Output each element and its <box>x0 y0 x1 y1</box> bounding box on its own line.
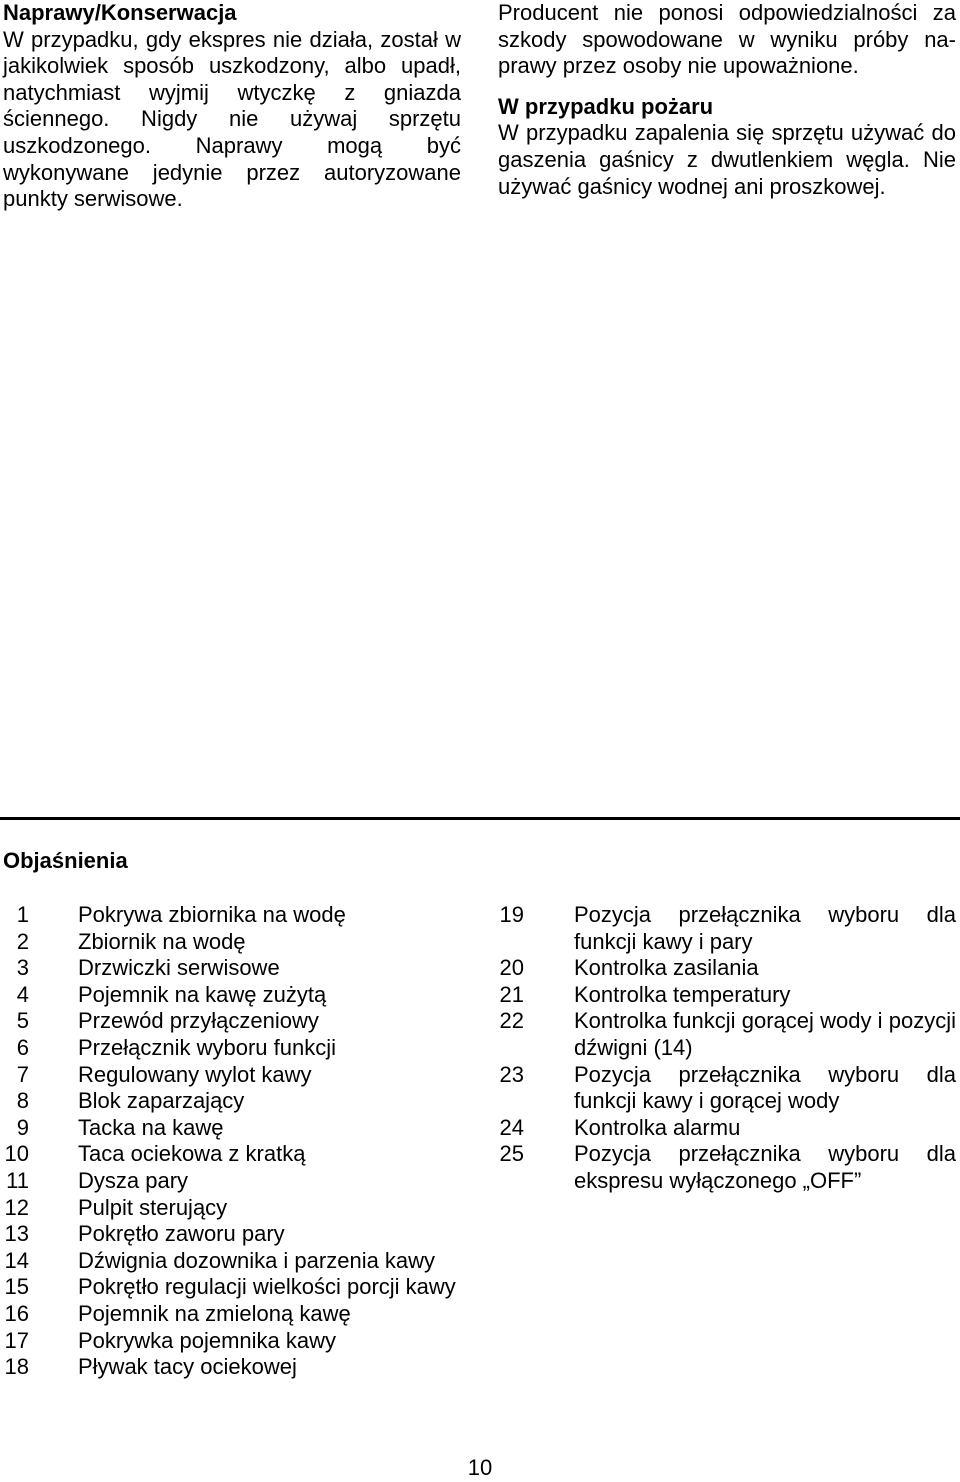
legend-item <box>0 1062 460 1089</box>
legend-item-text: Regulowany wylot kawy <box>78 1061 312 1087</box>
liability-text: Producent nie ponosi odpowiedzialności za szkody spowodowane w wyniku próby naprawy przez osoby nie upoważnione. <box>498 0 956 79</box>
legend-item-number: 20 <box>499 955 524 981</box>
legend-item-number: 13 <box>4 1221 29 1247</box>
legend-item-text: Pokrętło zaworu pary <box>78 1221 285 1247</box>
legend-item-text: Drzwiczki serwisowe <box>78 955 280 981</box>
repair-text: W przypadku, gdy ekspres nie działa, został w jakikolwiek sposób uszkodzony, albo upadł, natychmiast wyjmij wtyczkę z gniazda ściennego. Nigdy nie używaj sprzętu uszkodzonego. Naprawy mogą być wykonywane jedynie przez autoryzowane punkty serwisowe. <box>3 26 461 212</box>
legend-item <box>0 1221 460 1248</box>
legend-item-text: Blok zaparzający <box>78 1088 245 1114</box>
legend-item <box>0 1301 460 1328</box>
legend-item-text: Dźwignia dozownika i parzenia kawy <box>78 1247 436 1273</box>
legend-item-text: Kontrolka alarmu <box>574 1114 741 1140</box>
legend-item-number: 14 <box>4 1247 29 1273</box>
legend-item-text: Kontrolka temperatury <box>574 981 791 1007</box>
legend-item-number: 15 <box>4 1274 29 1300</box>
legend-item <box>0 1088 460 1115</box>
legend-item-text: Kontrolka zasilania <box>574 955 759 981</box>
legend-item-text: Pozycja przełącznika wyboru dla funkcji kawy i pary <box>574 902 956 954</box>
legend-item <box>0 982 460 1009</box>
legend-item <box>496 1115 956 1142</box>
page-number: 10 <box>467 1455 493 1480</box>
legend-item-number: 9 <box>16 1114 29 1140</box>
legend-item-number: 8 <box>16 1088 29 1114</box>
legend-item-number: 1 <box>16 902 29 927</box>
legend-item-text: Tacka na kawę <box>78 1114 224 1140</box>
legend-item <box>0 929 460 956</box>
legend-item <box>496 902 956 955</box>
repair-section <box>3 0 461 213</box>
legend-item <box>0 1328 460 1355</box>
legend-item-text: Pozycja przełącznika wyboru dla funkcji kawy i gorącej wody <box>574 1061 956 1114</box>
repair-heading: Naprawy/Konserwacja <box>3 0 237 25</box>
legend-item <box>496 1008 956 1061</box>
legend-item <box>0 1274 460 1301</box>
legend-item-number: 6 <box>16 1034 29 1060</box>
legend-list-right <box>496 902 956 1195</box>
legend-item-number: 12 <box>4 1194 29 1220</box>
legend-item-text: Pływak tacy ociekowej <box>78 1354 297 1380</box>
legend-item <box>496 1141 956 1194</box>
legend-item <box>496 955 956 982</box>
legend-item-number: 3 <box>16 955 29 981</box>
legend-item <box>0 1248 460 1275</box>
legend-item-number: 18 <box>4 1354 29 1380</box>
legend-item-number: 10 <box>4 1141 29 1167</box>
legend-item-text: Dysza pary <box>78 1167 189 1193</box>
fire-heading: W przypadku pożaru <box>498 93 714 119</box>
legend-item-text: Przewód przyłączeniowy <box>78 1008 319 1034</box>
legend-item-number: 25 <box>499 1141 524 1167</box>
legend-item-number: 19 <box>499 902 524 927</box>
legend-item-number: 17 <box>4 1327 29 1353</box>
legend-item <box>0 902 460 929</box>
legend-item-number: 7 <box>16 1061 29 1087</box>
legend-item-number: 4 <box>16 981 29 1007</box>
legend-item <box>0 1141 460 1168</box>
legend-item-number: 11 <box>6 1167 29 1193</box>
legend-item-text: Pozycja przełącznika wyboru dla ekspresu wyłączonego „OFF” <box>574 1141 956 1193</box>
legend-item <box>0 1168 460 1195</box>
legend-item <box>496 1062 956 1115</box>
legend-item <box>0 955 460 982</box>
legend-item <box>0 1354 460 1381</box>
legend-item <box>0 1195 460 1222</box>
legend-item-number: 24 <box>499 1114 524 1140</box>
legend-item-text: Pokrętło regulacji wielkości porcji kawy <box>78 1274 456 1300</box>
legend-item-text: Kontrolka funkcji gorącej wody i pozycji dźwigni (14) <box>574 1008 956 1060</box>
legend-item-number: 16 <box>4 1300 29 1326</box>
legend-item-number: 22 <box>499 1008 524 1034</box>
legend-item-text: Pokrywa zbiornika na wodę <box>78 902 346 927</box>
legend-item-text: Pojemnik na zmieloną kawę <box>78 1300 351 1326</box>
liability-section <box>498 0 956 200</box>
legend-item-number: 23 <box>499 1061 524 1087</box>
legend-item-text: Przełącznik wyboru funkcji <box>78 1034 336 1060</box>
legend-item-text: Pojemnik na kawę zużytą <box>78 981 327 1007</box>
legend-item-number: 21 <box>499 981 524 1007</box>
legend-item <box>0 1035 460 1062</box>
legend-item-text: Taca ociekowa z kratką <box>78 1141 306 1167</box>
legend-item <box>496 982 956 1009</box>
legend-title: Objaśnienia <box>3 848 128 873</box>
legend-item-number: 2 <box>16 928 29 954</box>
legend-list-left <box>0 902 460 1381</box>
legend-item-text: Zbiornik na wodę <box>78 928 246 954</box>
fire-text: W przypadku zapalenia się sprzętu używać do gaszenia gaśnicy z dwutlenkiem węgla. Nie używać gaśnicy wodnej ani proszkowej. <box>498 120 956 199</box>
legend-item-text: Pokrywka pojemnika kawy <box>78 1327 336 1353</box>
legend-item <box>0 1008 460 1035</box>
legend-item-text: Pulpit sterujący <box>78 1194 228 1220</box>
legend-item <box>0 1115 460 1142</box>
legend-item-number: 5 <box>16 1008 29 1034</box>
section-divider <box>0 817 960 820</box>
